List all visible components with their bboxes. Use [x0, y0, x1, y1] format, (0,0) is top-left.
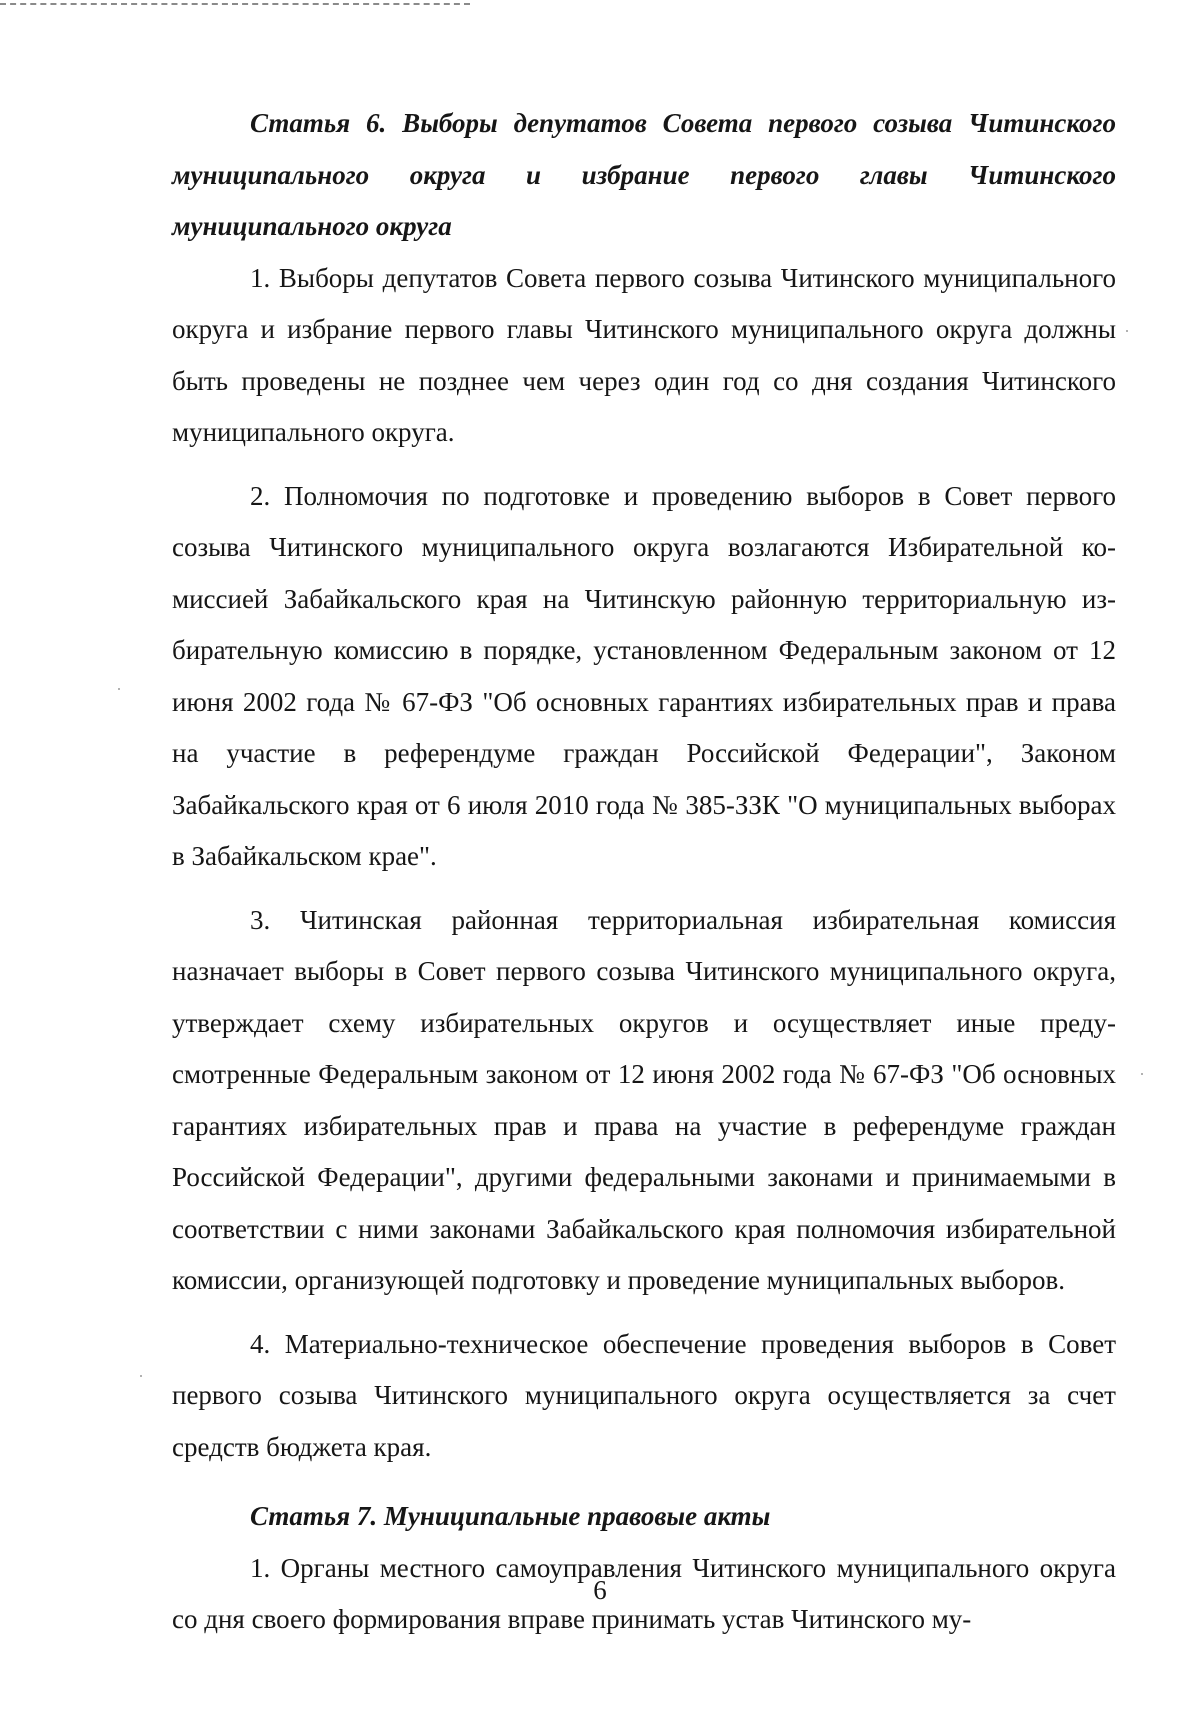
document-page [172, 98, 1116, 1646]
page-number: 6 [593, 1575, 607, 1605]
scan-speck [1126, 330, 1128, 332]
scan-speck [140, 1375, 142, 1377]
article-7-heading: Статья 7. Муниципальные правовые акты [250, 1501, 771, 1531]
article-6-paragraph-1: 1. Выборы депутатов Совета первого созыва Читинского муниципального округа и избрание первого главы Читинского муниципального округа должны быть проведены не позднее чем через один год со дня создания Читинского муниципального округа. [172, 262, 1116, 447]
scan-top-edge [0, 3, 470, 5]
scan-speck [118, 688, 120, 690]
scan-speck [1141, 1073, 1143, 1075]
article-6-paragraph-2: 2. Полномочия по подготовке и проведению выборов в Совет первого созыва Читинского муниципального округа возлагаются Избирательной комиссией Забайкальского края на Читинскую районную территориальную избирательную комиссию в порядке, установленном Федеральным законом от 12 июня 2002 года № 67-ФЗ "Об основных гарантиях избирательных прав и права на участие в референдуме граждан Российской Федерации", Законом Забайкальского края от 6 июля 2010 года № 385-ЗЗК "О муниципальных выборах в Забайкальском крае". [172, 480, 1116, 871]
article-7-paragraph-1: 1. Органы местного самоуправления Читинского муниципального округа со дня своего формирования вправе принимать устав Читинского му- [172, 1552, 1116, 1634]
article-6-heading: Статья 6. Выборы депутатов Совета первого созыва Читинского муниципального округа и избрание первого главы Читинского муниципального округа [172, 108, 1116, 241]
article-6-paragraph-3: 3. Читинская районная территориальная избирательная комиссия назначает выборы в Совет первого созыва Читинского муниципального округа, утверждает схему избирательных округов и осуществляет иные предусмотренные Федеральным законом от 12 июня 2002 года № 67-ФЗ "Об основных гарантиях избирательных прав и права на участие в референдуме граждан Российской Федерации", другими федеральными законами и принимаемыми в соответствии с ними законами Забайкальского края полномочия избирательной комиссии, организующей подготовку и проведение муниципальных выборов. [172, 904, 1116, 1295]
article-6-paragraph-4: 4. Материально-техническое обеспечение проведения выборов в Совет первого созыва Читинского муниципального округа осуществляется за счет средств бюджета края. [172, 1328, 1116, 1462]
